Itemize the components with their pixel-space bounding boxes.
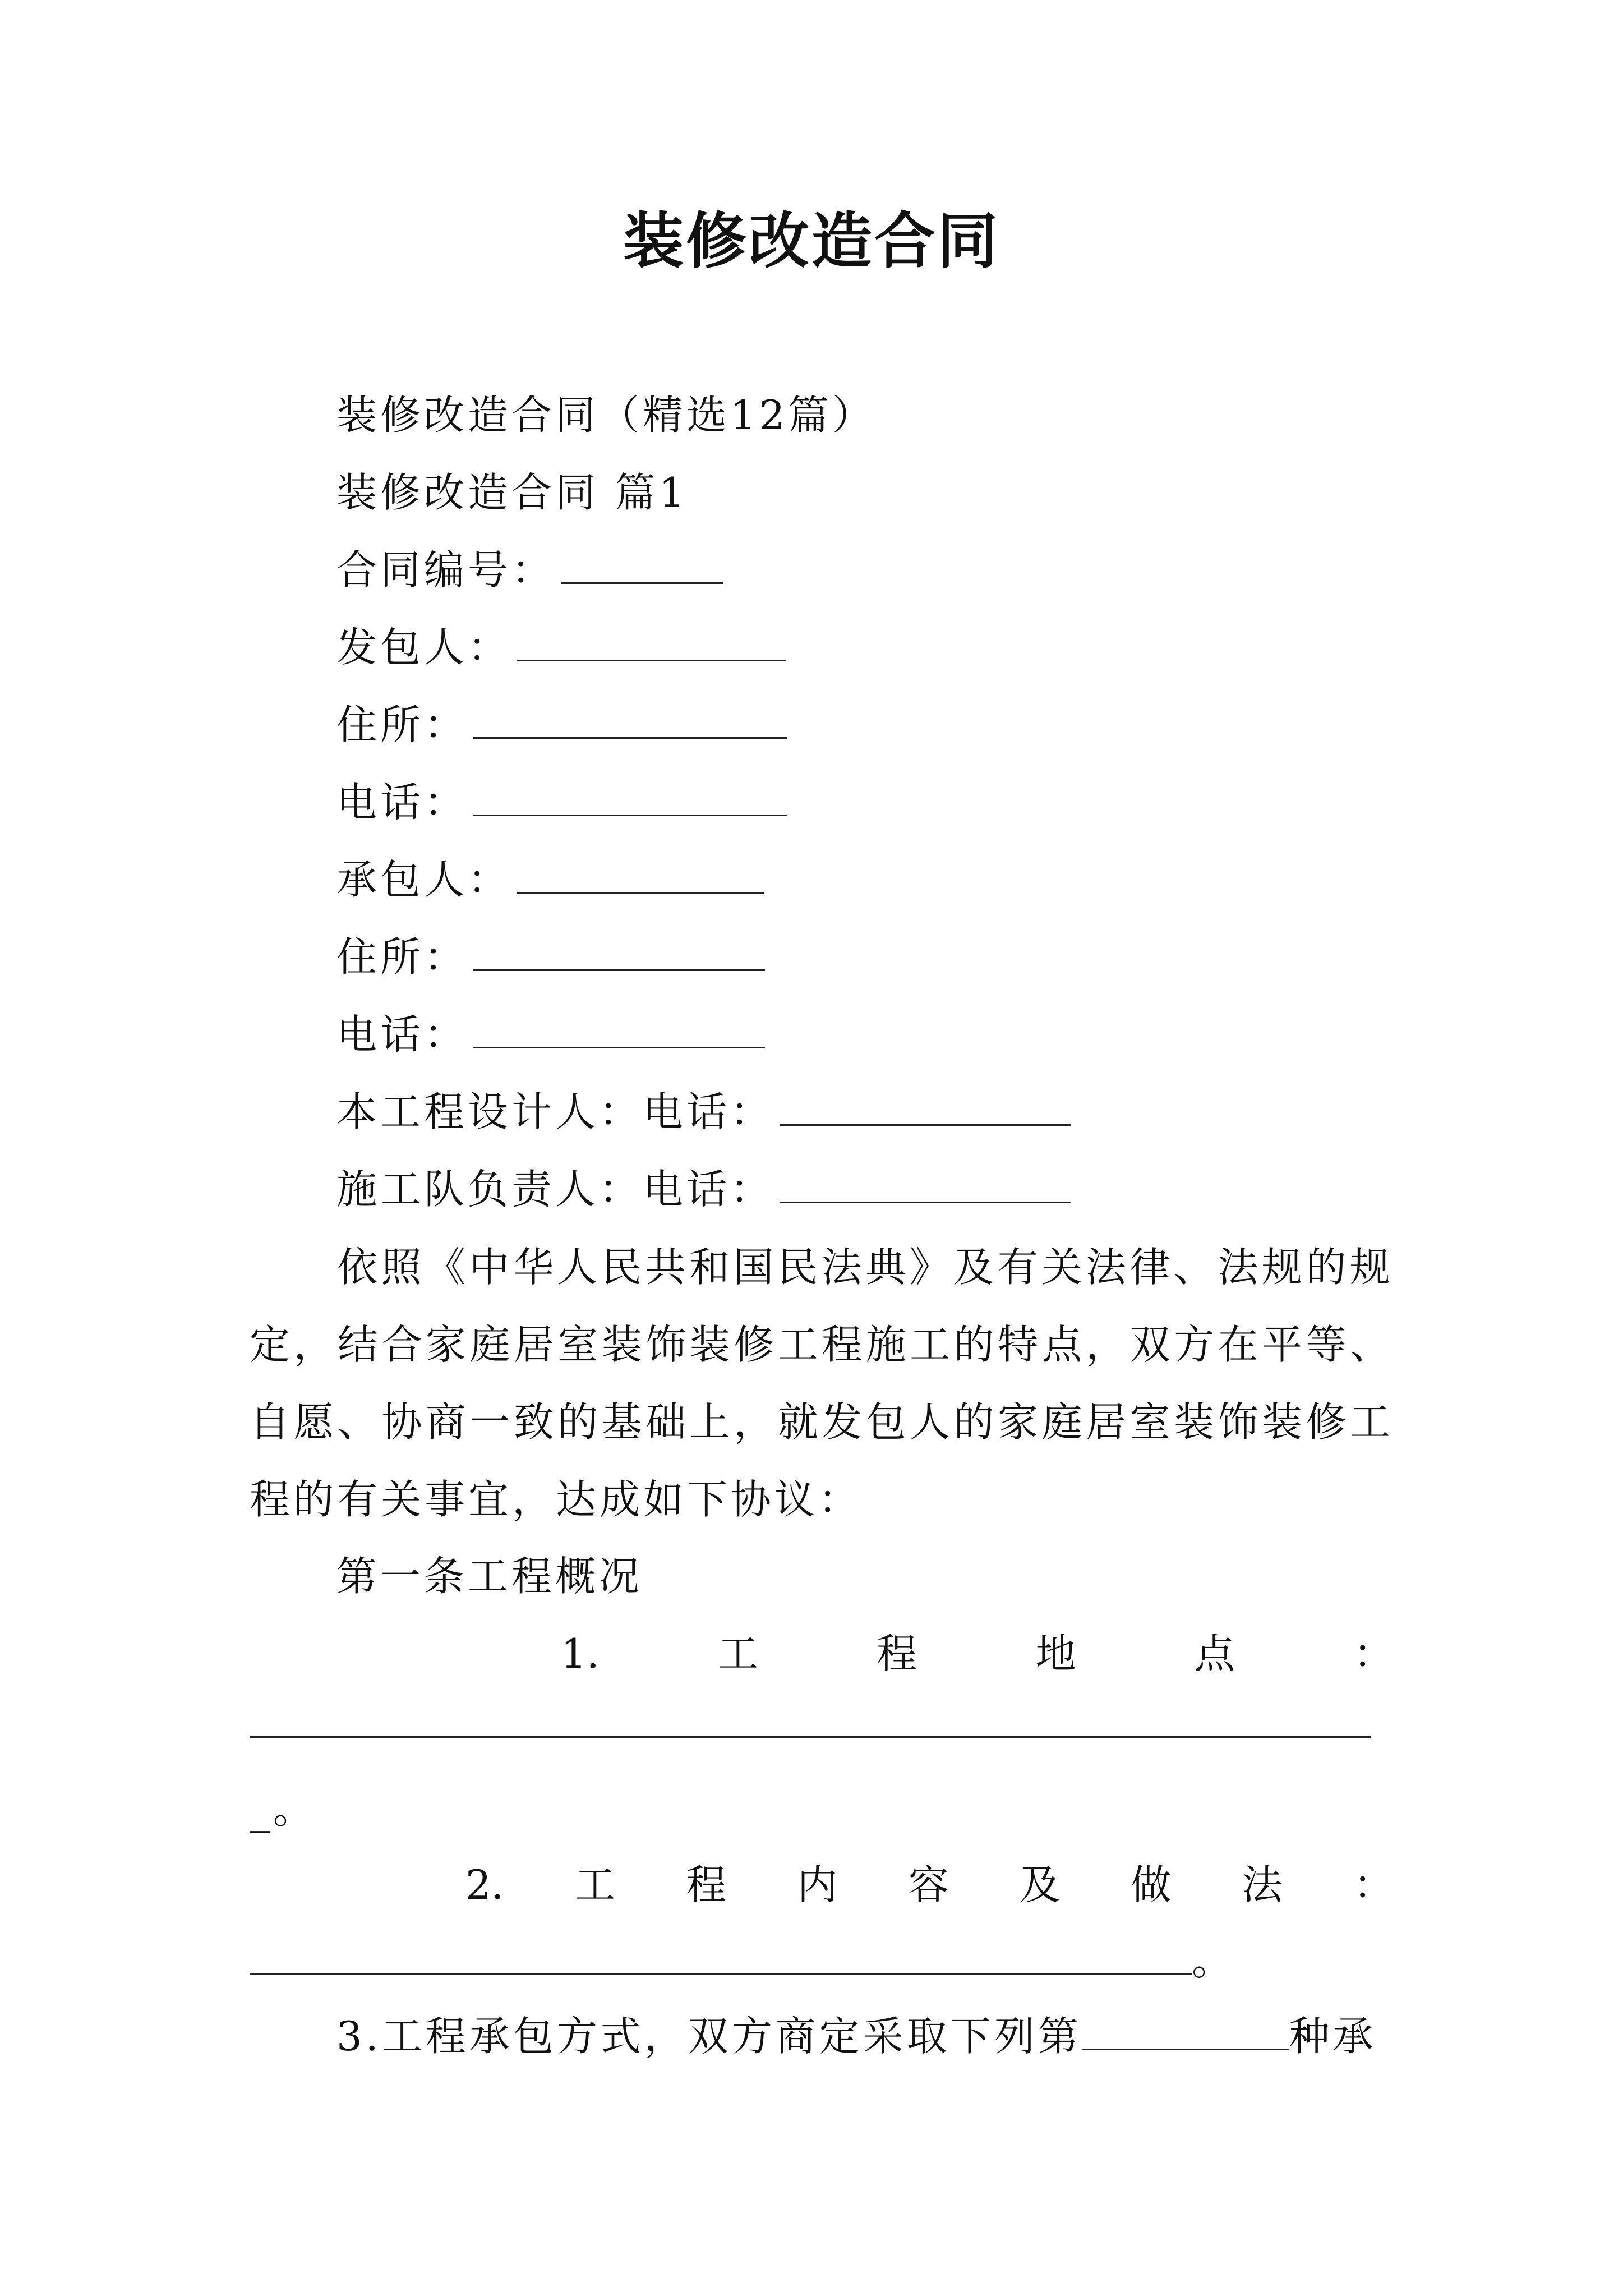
item-1-char: 程 <box>877 1630 917 1677</box>
item-3-line <box>336 2008 1377 2064</box>
employer-phone-field <box>336 774 787 830</box>
team-leader-label: 施工队负责人：电话： <box>336 1166 774 1213</box>
employer-address-field <box>336 697 787 753</box>
designer-label: 本工程设计人：电话： <box>336 1088 774 1135</box>
contractor-phone-label: 电话： <box>336 1011 468 1058</box>
item-2-char: ： <box>1353 1861 1394 1908</box>
item-2-char: 法 <box>1242 1861 1283 1908</box>
contractor-field <box>336 852 764 908</box>
designer-field <box>336 1084 1071 1140</box>
item-2-char: 程 <box>686 1861 727 1908</box>
contractor-blank <box>517 853 764 894</box>
contractor-phone-blank <box>473 1007 765 1048</box>
contract-number-field <box>336 542 723 598</box>
item-1-char: 地 <box>1035 1630 1076 1677</box>
item-2-blank <box>250 1934 1192 1975</box>
item-2-char: 2. <box>465 1861 504 1908</box>
item-1-char: 1. <box>561 1630 600 1677</box>
item-2-heading <box>465 1857 1394 1913</box>
contractor-label: 承包人： <box>336 856 512 903</box>
employer-label: 发包人： <box>336 624 512 671</box>
contractor-phone-field <box>336 1006 765 1062</box>
item-1-char: ： <box>1353 1630 1394 1677</box>
item-3-blank <box>1082 2009 1289 2050</box>
contractor-address-label: 住所： <box>336 933 468 981</box>
employer-address-label: 住所： <box>336 701 468 748</box>
item-2-char: 及 <box>1020 1861 1061 1908</box>
employer-field <box>336 619 786 675</box>
employer-phone-label: 电话： <box>336 779 468 826</box>
item-2-char: 做 <box>1131 1861 1172 1908</box>
contract-number-label: 合同编号： <box>336 546 556 593</box>
intro-paragraph: 依照《中华人民共和国民法典》及有关法律、法规的规定，结合家庭居室装饰装修工程施工的特点，双方在平等、自愿、协商一致的基础上，就发包人的家庭居室装饰装修工程的有关事宜，达成如下协议： <box>250 1244 1394 1523</box>
item-2-line <box>250 1932 1235 1989</box>
item-1-heading <box>561 1626 1394 1682</box>
item-3-prefix: 3.工程承包方式，双方商定采取下列第 <box>336 2013 1082 2060</box>
contract-number-blank <box>561 543 723 584</box>
employer-phone-blank <box>473 775 787 816</box>
contractor-address-field <box>336 929 765 985</box>
article-1-heading: 第一条工程概况 <box>336 1553 643 1600</box>
contractor-address-blank <box>473 930 765 971</box>
item-1-underline <box>250 1736 1371 1738</box>
employer-address-blank <box>473 698 787 739</box>
item-1-char: 点 <box>1194 1630 1235 1677</box>
team-leader-blank <box>780 1162 1071 1203</box>
document-title: 装修改造合同 <box>623 206 1000 277</box>
item-1-char: 工 <box>717 1630 758 1677</box>
collection-heading: 装修改造合同（精选12篇） <box>336 392 876 439</box>
employer-blank <box>517 620 786 661</box>
item-2-char: 内 <box>797 1861 838 1908</box>
designer-blank <box>780 1085 1071 1126</box>
item-2-char: 工 <box>574 1861 615 1908</box>
section-heading: 装修改造合同 篇1 <box>336 469 688 516</box>
team-leader-field <box>336 1161 1071 1217</box>
item-2-char: 容 <box>908 1861 949 1908</box>
item-1-end: _。 <box>250 1786 317 1833</box>
item-2-end: 。 <box>1192 1937 1236 1984</box>
item-3-suffix: 种承 <box>1289 2013 1377 2060</box>
